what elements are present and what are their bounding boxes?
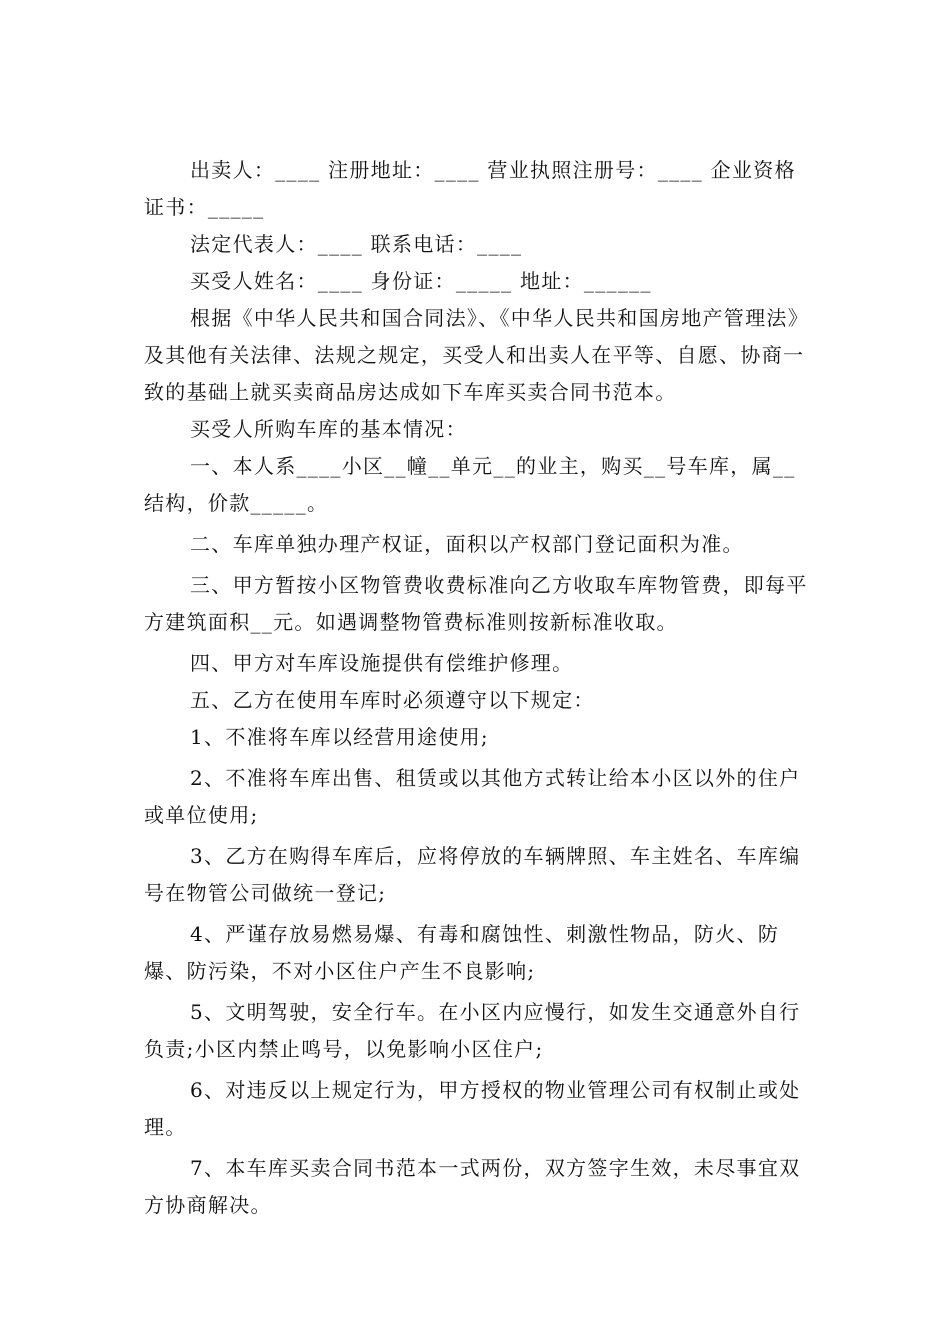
- clause-4-paragraph: 四、甲方对车库设施提供有偿维护修理。: [190, 651, 574, 675]
- rule-1-paragraph: 1、不准将车库以经营用途使用;: [190, 725, 489, 749]
- rule-2-paragraph: 2、不准将车库出售、租赁或以其他方式转让给本小区以外的住户或单位使用;: [144, 766, 801, 827]
- rule-4-paragraph: 4、严谨存放易燃易爆、有毒和腐蚀性、刺激性物品，防火、防爆、防污染，不对小区住户产生不良影响;: [144, 922, 780, 983]
- clause-3-paragraph: 三、甲方暂按小区物管费收费标准向乙方收取车库物管费，即每平方建筑面积__元。如遇调整物管费标准则按新标准收取。: [144, 573, 808, 634]
- document-body: [144, 152, 808, 1224]
- seller-info-paragraph: 出卖人：____ 注册地址：____ 营业执照注册号：____ 企业资格证书：_____: [144, 158, 796, 219]
- buyer-info-paragraph: 买受人姓名：____ 身份证：_____ 地址：______: [190, 269, 652, 293]
- rule-5-paragraph: 5、文明驾驶，安全行车。在小区内应慢行，如发生交通意外自行负责;小区内禁止鸣号，以免影响小区住户;: [144, 1000, 801, 1061]
- clause-5-paragraph: 五、乙方在使用车库时必须遵守以下规定：: [190, 688, 595, 712]
- clause-1-paragraph: 一、本人系____小区__幢__单元__的业主，购买__号车库，属__结构，价款_____。: [144, 454, 796, 515]
- rule-7-paragraph: 7、本车库买卖合同书范本一式两份，双方签字生效，未尽事宜双方协商解决。: [144, 1156, 801, 1217]
- legal-basis-paragraph: 根据《中华人民共和国合同法》、《中华人民共和国房地产管理法》及其他有关法律、法规之规定，买受人和出卖人在平等、自愿、协商一致的基础上就买卖商品房达成如下车库买卖合同书范本。: [144, 306, 805, 404]
- garage-basic-info-heading: 买受人所购车库的基本情况：: [190, 417, 467, 441]
- clause-2-paragraph: 二、车库单独办理产权证，面积以产权部门登记面积为准。: [190, 532, 744, 556]
- legal-representative-paragraph: 法定代表人：____ 联系电话：____: [190, 232, 523, 256]
- rule-3-paragraph: 3、乙方在购得车库后，应将停放的车辆牌照、车主姓名、车库编号在物管公司做统一登记;: [144, 844, 801, 905]
- rule-6-paragraph: 6、对违反以上规定行为，甲方授权的物业管理公司有权制止或处理。: [144, 1078, 801, 1139]
